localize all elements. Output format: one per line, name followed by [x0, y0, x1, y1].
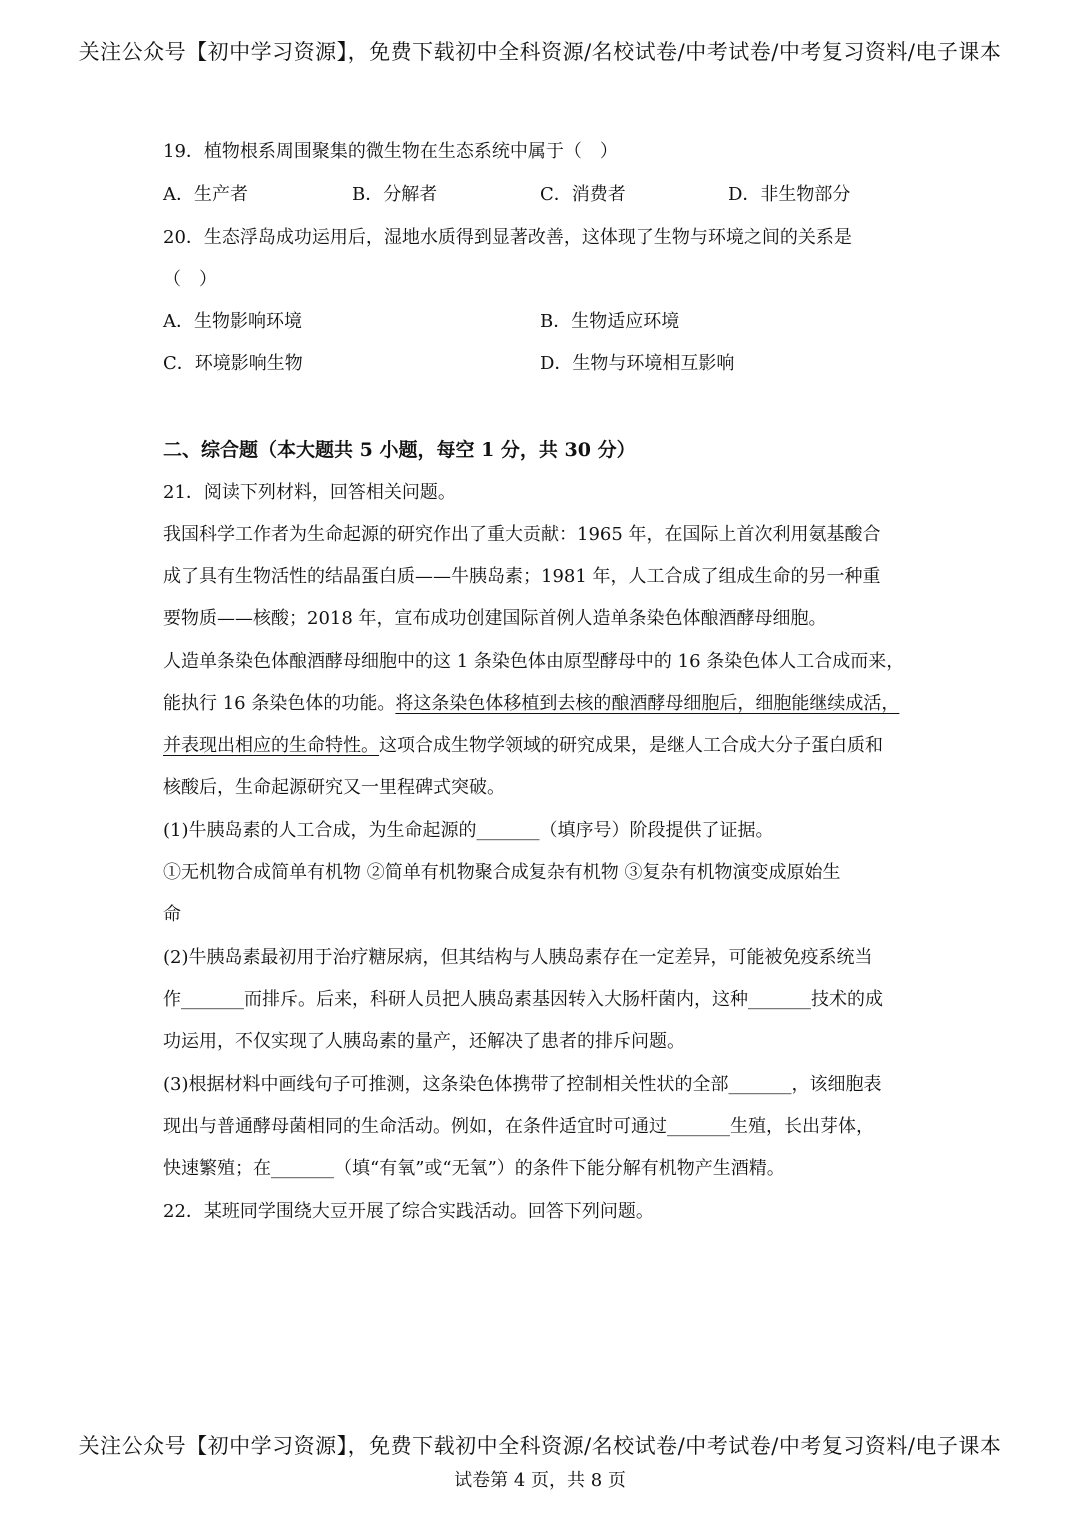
q21-sub2-line2: 作_______而排斥。后来，科研人员把人胰岛素基因转入大肠杆菌内，这种_______技术的成 — [163, 989, 883, 1010]
underlined-sentence-part2: 并表现出相应的生命特性。 — [163, 735, 379, 756]
q21-sub3-line2: 现出与普通酵母菌相同的生命活动。例如，在条件适宜时可通过_______生殖，长出芽体， — [163, 1116, 874, 1137]
plain-text: 能执行 16 条染色体的功能。 — [163, 693, 396, 714]
q21-sub2-line1: (2)牛胰岛素最初用于治疗糖尿病，但其结构与人胰岛素存在一定差异，可能被免疫系统当 — [163, 947, 873, 968]
q22-stem: 22．某班同学围绕大豆开展了综合实践活动。回答下列问题。 — [163, 1201, 654, 1222]
q21-material-p1-line1: 我国科学工作者为生命起源的研究作出了重大贡献：1965 年，在国际上首次利用氨基酸合 — [163, 524, 881, 545]
q19-option-d: D．非生物部分 — [728, 184, 851, 205]
section-2-title: 二、综合题（本大题共 5 小题，每空 1 分，共 30 分） — [163, 439, 636, 461]
q20-option-b: B．生物适应环境 — [540, 311, 680, 332]
underlined-sentence-part1: 将这条染色体移植到去核的酿酒酵母细胞后，细胞能继续成活， — [395, 693, 900, 714]
q21-material-p1-line2: 成了具有生物活性的结晶蛋白质——牛胰岛素；1981 年，人工合成了组成生命的另一种重 — [163, 566, 881, 587]
q20-option-c: C．环境影响生物 — [163, 353, 303, 374]
page-number: 试卷第 4 页，共 8 页 — [454, 1470, 626, 1491]
q19-option-b: B．分解者 — [352, 184, 438, 205]
q21-sub1-choices: ①无机物合成简单有机物 ②简单有机物聚合成复杂有机物 ③复杂有机物演变成原始生 — [163, 862, 841, 883]
q19-option-c: C．消费者 — [540, 184, 626, 205]
q21-sub1: (1)牛胰岛素的人工合成，为生命起源的_______（填序号）阶段提供了证据。 — [163, 820, 774, 841]
q20-paren: （ ） — [163, 269, 217, 290]
q19-option-a: A．生产者 — [163, 184, 248, 205]
q20-option-a: A．生物影响环境 — [163, 311, 302, 332]
q21-material-p2-line3 — [163, 735, 883, 757]
promo-banner-bottom: 关注公众号【初中学习资源】，免费下载初中全科资源/名校试卷/中考试卷/中考复习资料/电子课本 — [78, 1434, 1002, 1458]
plain-text: 这项合成生物学领域的研究成果，是继人工合成大分子蛋白质和 — [379, 735, 883, 756]
q21-material-p2-line1: 人造单条染色体酿酒酵母细胞中的这 1 条染色体由原型酵母中的 16 条染色体人工合成而来， — [163, 651, 905, 672]
q20-stem: 20．生态浮岛成功运用后，湿地水质得到显著改善，这体现了生物与环境之间的关系是 — [163, 227, 852, 248]
q21-sub1-choices-cont: 命 — [163, 904, 181, 925]
promo-banner-top: 关注公众号【初中学习资源】，免费下载初中全科资源/名校试卷/中考试卷/中考复习资料/电子课本 — [78, 40, 1002, 64]
q21-material-p2-line2 — [163, 693, 899, 715]
q19-stem: 19．植物根系周围聚集的微生物在生态系统中属于（ ） — [163, 141, 618, 162]
q21-material-p2-line4: 核酸后，生命起源研究又一里程碑式突破。 — [163, 777, 505, 798]
q21-intro: 21．阅读下列材料，回答相关问题。 — [163, 482, 456, 503]
q20-option-d: D．生物与环境相互影响 — [540, 353, 735, 374]
q21-sub2-line3: 功运用，不仅实现了人胰岛素的量产，还解决了患者的排斥问题。 — [163, 1031, 685, 1052]
q21-material-p1-line3: 要物质——核酸；2018 年，宣布成功创建国际首例人造单条染色体酿酒酵母细胞。 — [163, 608, 827, 629]
q21-sub3-line1: (3)根据材料中画线句子可推测，这条染色体携带了控制相关性状的全部_______，该细胞表 — [163, 1074, 882, 1095]
q21-sub3-line3: 快速繁殖；在_______（填“有氧”或“无氧”）的条件下能分解有机物产生酒精。 — [163, 1158, 785, 1179]
